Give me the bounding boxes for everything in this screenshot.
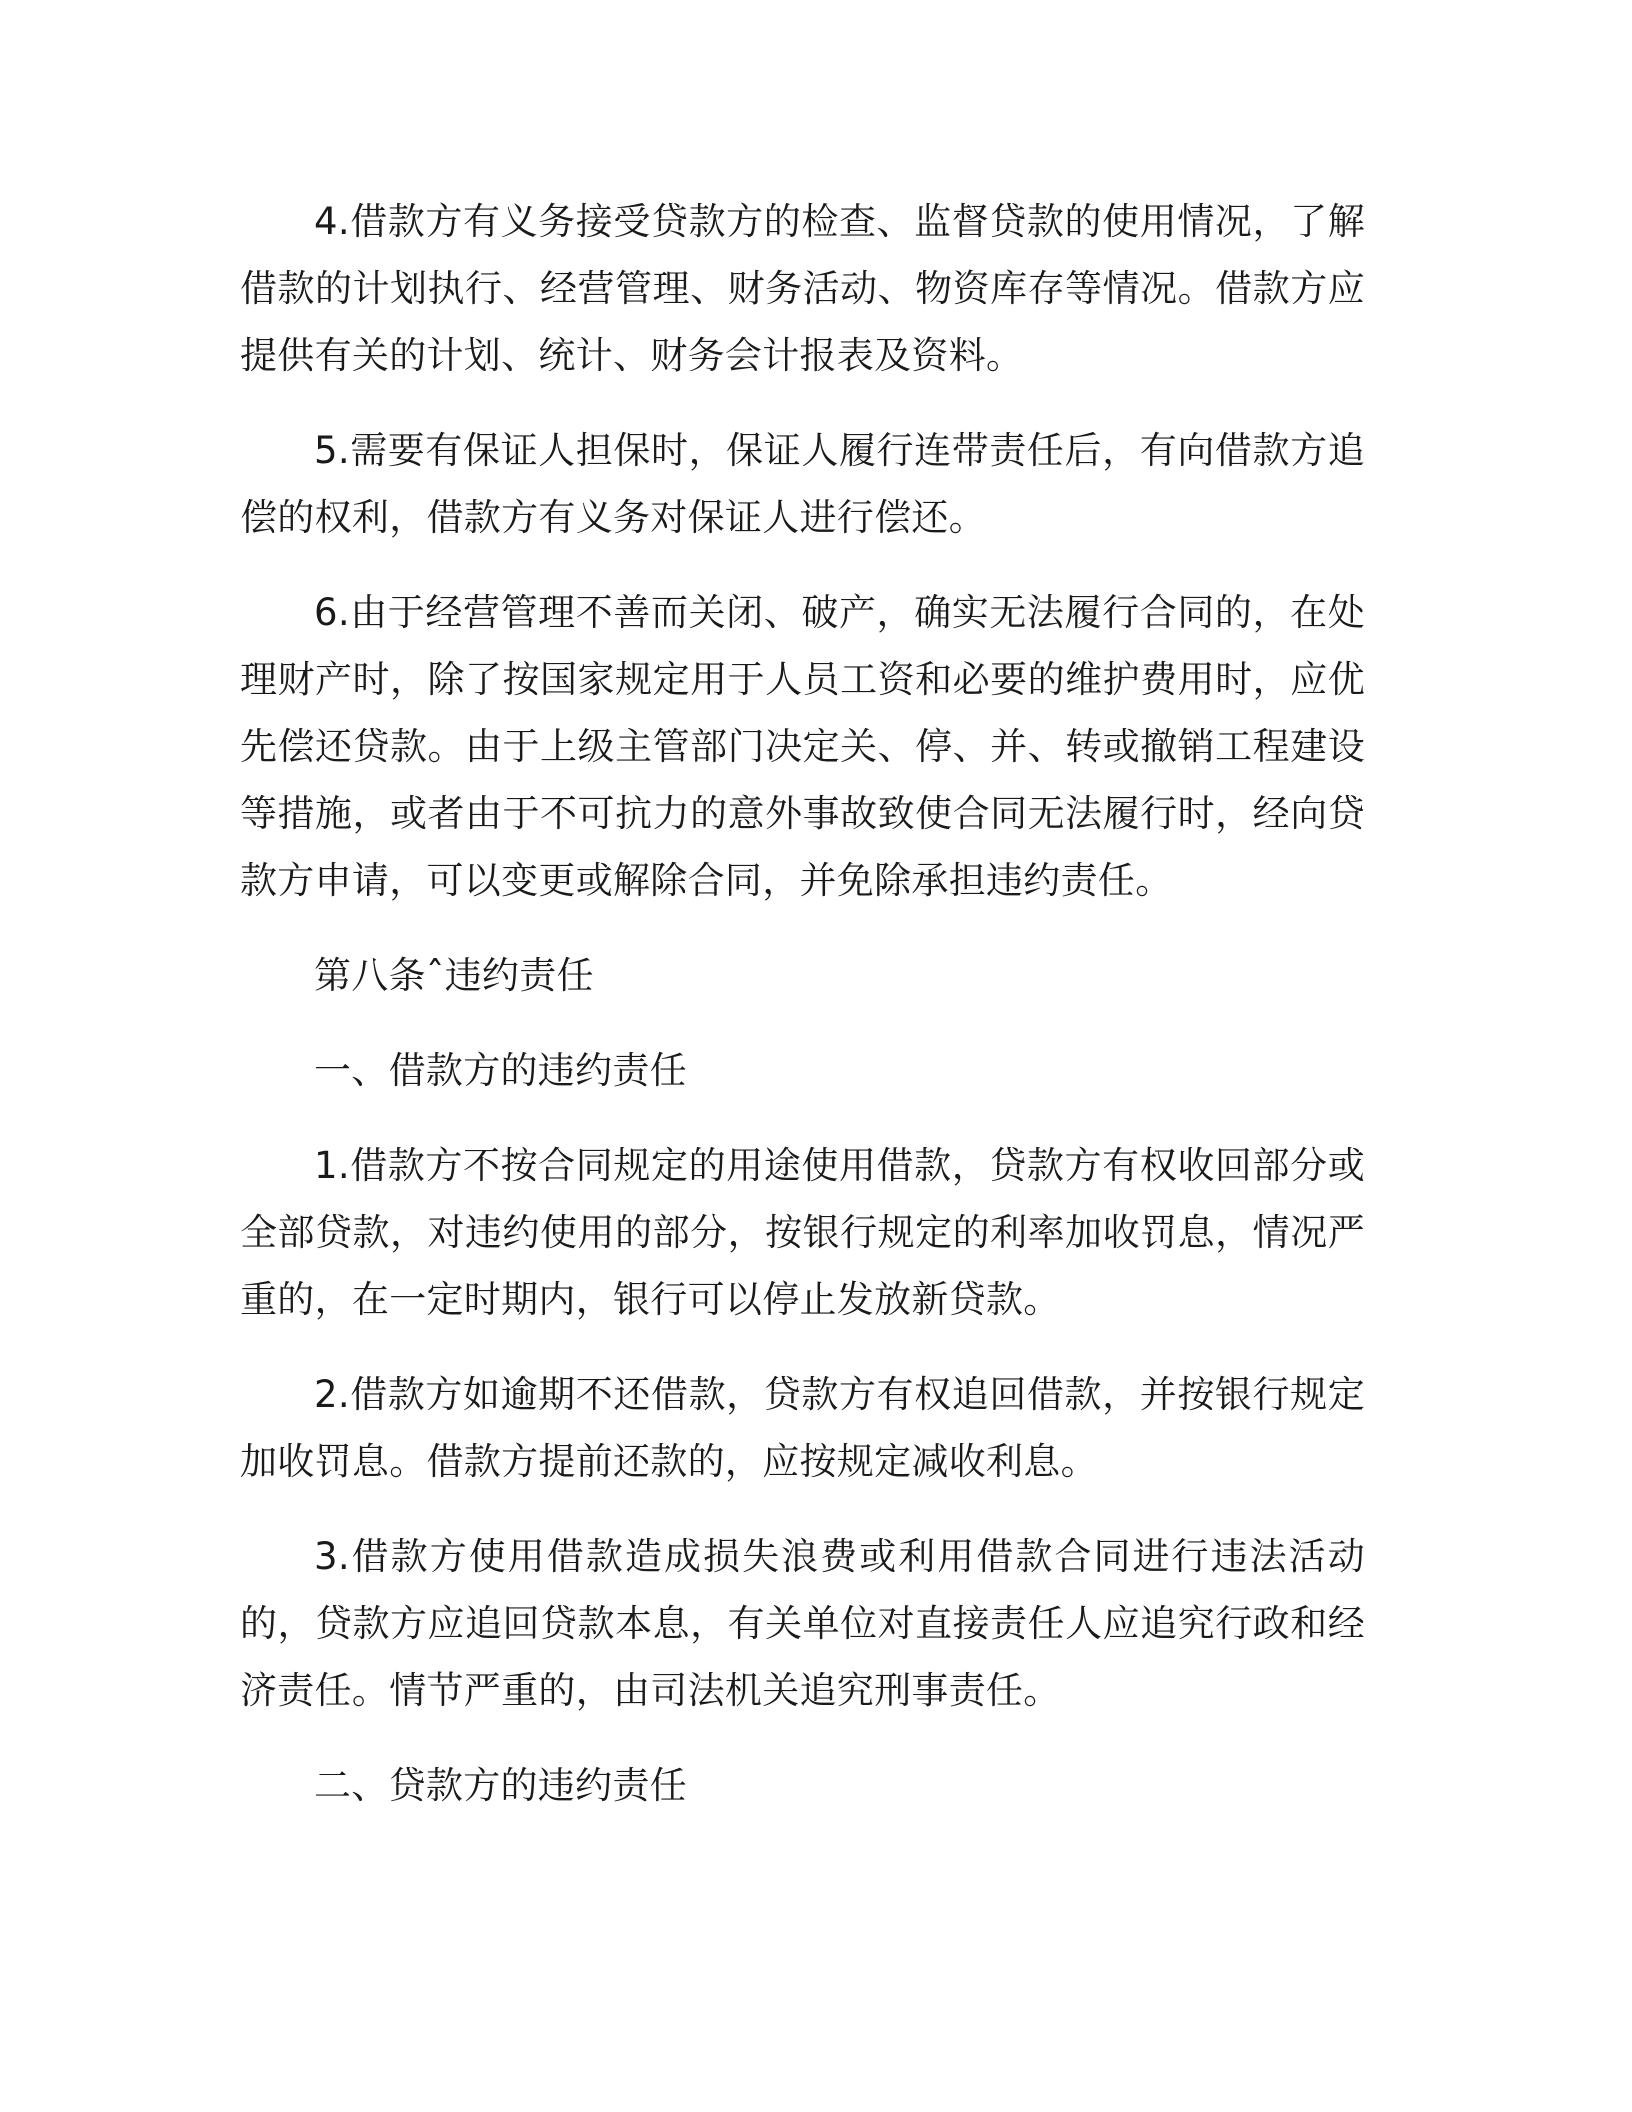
section-lender-liability-heading: 二、贷款方的违约责任 (314, 1764, 687, 1807)
paragraph-gap (240, 389, 1365, 417)
article-8-heading: 第八条ˆ违约责任 (314, 954, 594, 997)
paragraph-liability-3: 3.借款方使用借款造成损失浪费或利用借款合同进行违法活动的，贷款方应追回贷款本息，有关单位对直接责任人应追究行政和经济责任。情节严重的，由司法机关追究刑事责任。 (240, 1535, 1365, 1712)
paragraph-clause-4: 4.借款方有义务接受贷款方的检查、监督贷款的使用情况，了解借款的计划执行、经营管理、财务活动、物资库存等情况。借款方应提供有关的计划、统计、财务会计报表及资料。 (240, 200, 1365, 377)
paragraph-liability-1: 1.借款方不按合同规定的用途使用借款，贷款方有权收回部分或全部贷款，对违约使用的部分，按银行规定的利率加收罚息，情况严重的，在一定时期内，银行可以停止发放新贷款。 (240, 1144, 1365, 1321)
paragraph-gap (240, 1009, 1365, 1037)
paragraph-gap (240, 914, 1365, 942)
paragraph-clause-6: 6.由于经营管理不善而关闭、破产，确实无法履行合同的，在处理财产时，除了按国家规定用于人员工资和必要的维护费用时，应优先偿还贷款。由于上级主管部门决定关、停、并、转或撤销工程建设等措施，或者由于不可抗力的意外事故致使合同无法履行时，经向贷款方申请，可以变更或解除合同，并免除承担违约责任。 (240, 591, 1365, 902)
paragraph-gap (240, 1724, 1365, 1752)
paragraph-gap (240, 1495, 1365, 1523)
document-page (240, 188, 1365, 1819)
section-borrower-liability-heading: 一、借款方的违约责任 (314, 1049, 687, 1092)
paragraph-clause-5: 5.需要有保证人担保时，保证人履行连带责任后，有向借款方追偿的权利，借款方有义务对保证人进行偿还。 (240, 429, 1365, 539)
paragraph-gap (240, 1333, 1365, 1361)
paragraph-gap (240, 551, 1365, 579)
paragraph-liability-2: 2.借款方如逾期不还借款，贷款方有权追回借款，并按银行规定加收罚息。借款方提前还款的，应按规定减收利息。 (240, 1373, 1365, 1483)
paragraph-gap (240, 1104, 1365, 1132)
